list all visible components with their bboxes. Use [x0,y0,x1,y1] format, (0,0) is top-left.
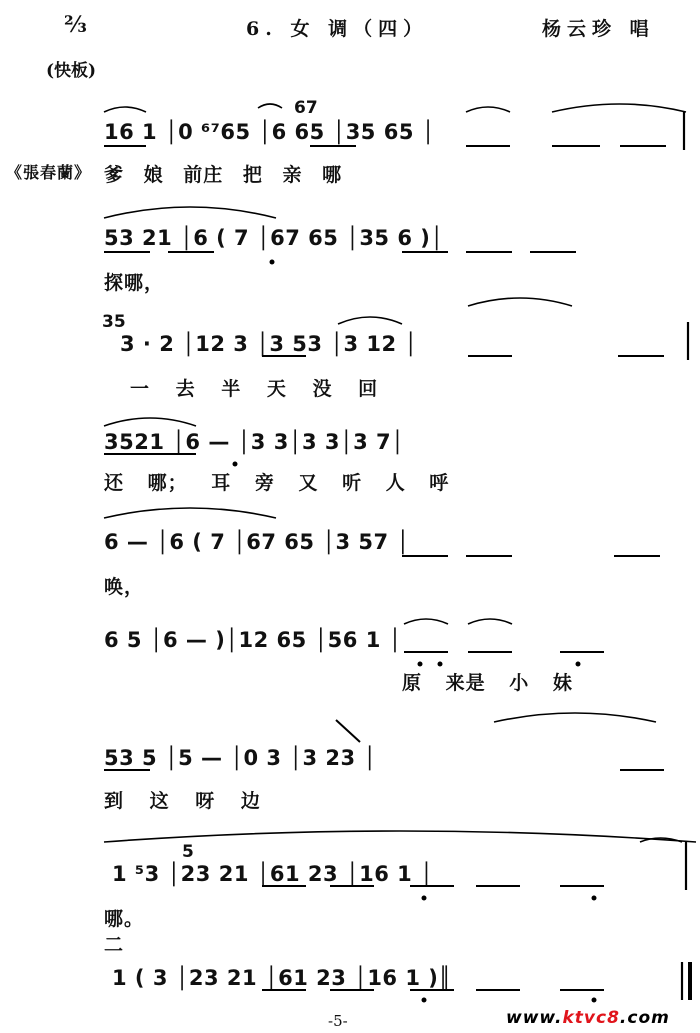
section-mark: 二 [104,934,125,956]
notation-line: 6 5 │6 — )│12 65 │56 1 │ [104,628,402,652]
notation-line: 53 21 │6 ( 7 │67 65 │35 6 )│ [104,226,444,250]
role-label: 《張春蘭》 [6,163,92,182]
grace-note: 67 [294,98,318,118]
grace-note: 35 [102,312,126,332]
grace-note: 5 [182,842,194,862]
notation-line: 3 · 2 │12 3 │3 53 │3 12 │ [120,332,418,356]
lyric-line: 还 哪； 耳 旁 又 听 人 呼 [104,472,450,494]
tempo-marking: (快板) [46,61,97,81]
lyric-line: 到 这 呀 边 [104,790,261,812]
site-watermark [506,1008,670,1028]
notation-line: 1 ( 3 │23 21 │61 23 │16 1 )║ [112,966,452,990]
lyric-line: 哪。 [104,908,145,930]
lyric-line: 唤， [104,576,145,598]
page-number: -5- [328,1012,348,1030]
notation-line: 1 ⁵3 │23 21 │61 23 │16 1 │ [112,862,434,886]
notation-line: 53 5 │5 — │0 3 │3 23 │ [104,746,377,770]
lyric-line: 一 去 半 天 没 回 [130,378,379,400]
song-title: 6. 女 调（四） [246,18,429,40]
lyric-line: 爹 娘 前庄 把 亲 哪 [104,164,343,186]
watermark-brand: ktvc8 [562,1008,620,1028]
watermark-suffix: .com [619,1008,670,1028]
notation-line: 3521 │6 — │3 3│3 3│3 7│ [104,430,405,454]
time-signature: ⅔ [64,12,87,38]
singer-credit: 杨云珍 唱 [542,18,655,40]
lyric-line: 原 来是 小 妹 [402,672,573,694]
notation-line: 16 1 │0 ⁶⁷65 │6 65 │35 65 │ [104,120,435,144]
lyric-line: 探哪， [104,272,165,294]
notation-line: 6 — │6 ( 7 │67 65 │3 57 │ [104,530,410,554]
watermark-prefix: www. [506,1008,563,1028]
